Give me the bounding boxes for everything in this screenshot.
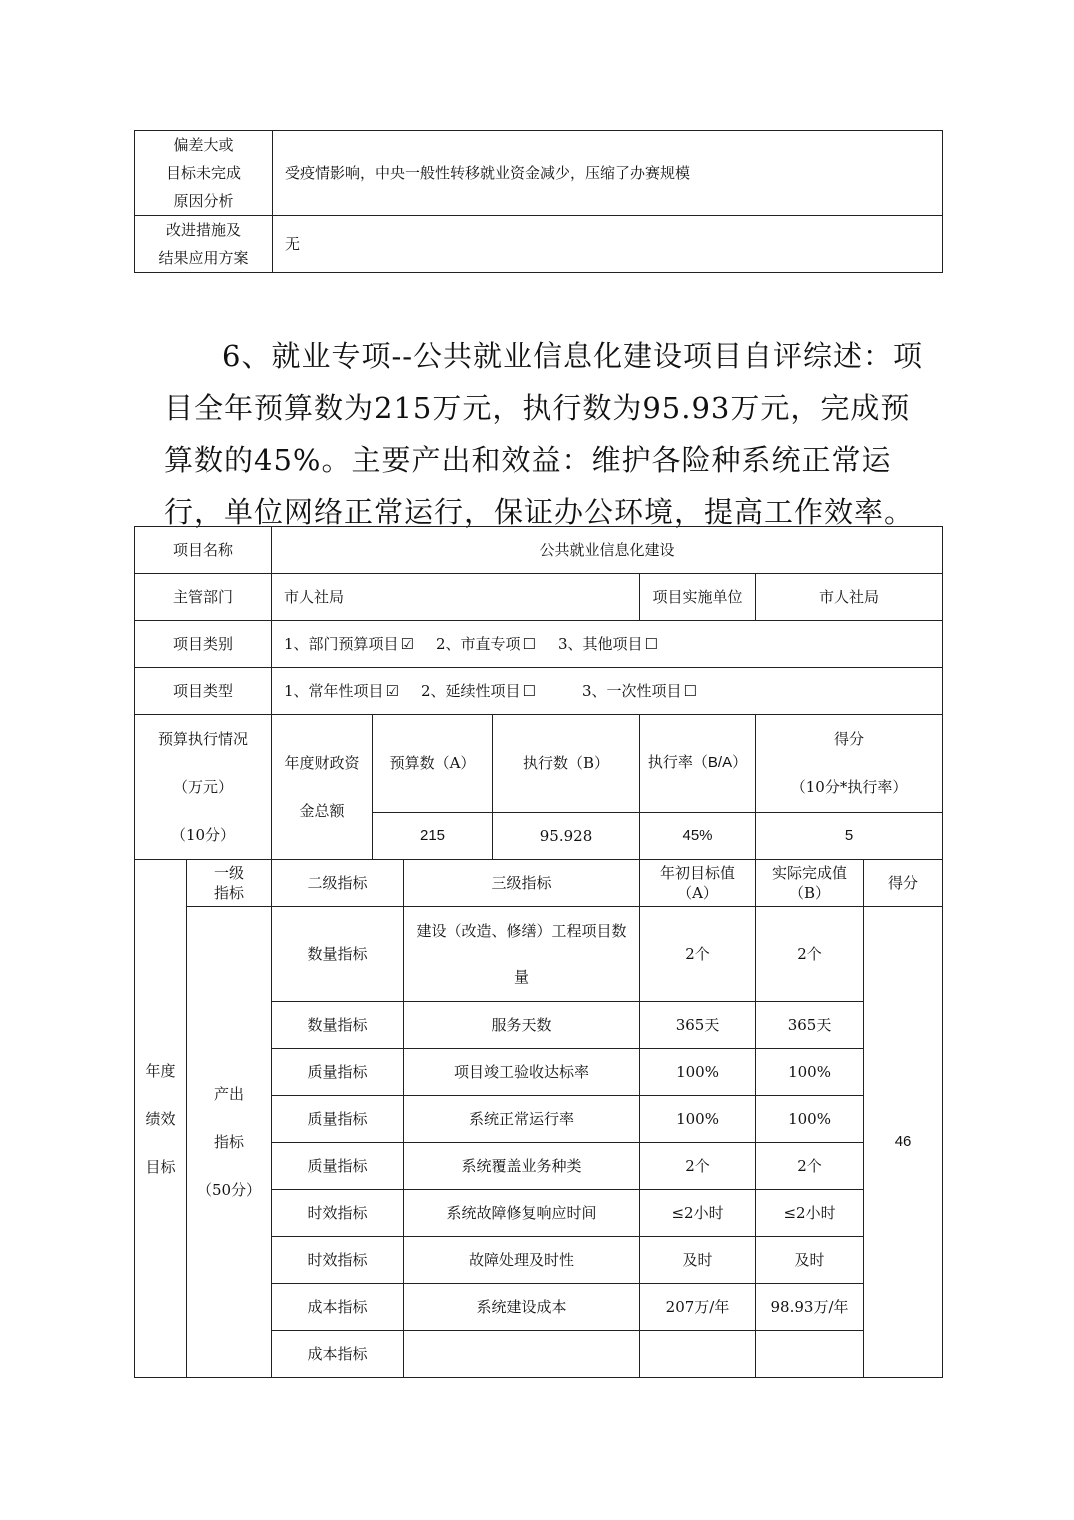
category-row: [135, 621, 943, 668]
type-option: 3、一次性项目: [582, 682, 682, 700]
category-option: 3、其他项目: [558, 635, 643, 653]
level2-cell: 质量指标: [272, 1049, 404, 1096]
department-row: [135, 574, 943, 621]
checkbox-icon[interactable]: ☐: [522, 682, 537, 700]
actual-cell: 2个: [756, 907, 864, 1002]
project-name-label: 项目名称: [135, 527, 272, 574]
label-line: 结果应用方案: [158, 249, 249, 267]
checkbox-icon[interactable]: ☐: [644, 635, 659, 653]
type-label: 项目类型: [135, 668, 272, 715]
actual-cell: 100%: [756, 1096, 864, 1143]
project-evaluation-table: [134, 526, 943, 1378]
category-options: [272, 621, 943, 668]
actual-cell: [756, 1331, 864, 1378]
level3-cell: 建设（改造、修缮）工程项目数量: [404, 907, 640, 1002]
label-line: （B）: [789, 884, 831, 902]
impl-unit-value: 市人社局: [756, 574, 943, 621]
indicator-row: [135, 907, 943, 1002]
annual-perf-label: [135, 860, 187, 1378]
label-line: 指标: [214, 884, 245, 902]
label-line: （万元）: [173, 778, 234, 796]
level2-cell: 成本指标: [272, 1331, 404, 1378]
level3-cell: 系统建设成本: [404, 1284, 640, 1331]
impl-unit-label: 项目实施单位: [640, 574, 756, 621]
label-line: 目标未完成: [165, 164, 241, 182]
level3-cell: 系统覆盖业务种类: [404, 1143, 640, 1190]
category-label: 项目类别: [135, 621, 272, 668]
label-line: （10分）: [170, 826, 236, 844]
level2-cell: 时效指标: [272, 1190, 404, 1237]
label-line: 年初目标值: [660, 864, 736, 882]
level3-cell: [404, 1331, 640, 1378]
level2-cell: 数量指标: [272, 907, 404, 1002]
level2-cell: 成本指标: [272, 1284, 404, 1331]
actual-cell: ≤2小时: [756, 1190, 864, 1237]
target-cell: ≤2小时: [640, 1190, 756, 1237]
type-option: 1、常年性项目: [284, 682, 384, 700]
checked-box-icon[interactable]: ☑: [400, 635, 415, 653]
score-label: 得分: [834, 730, 865, 749]
label-line: 改进措施及: [165, 221, 241, 239]
target-cell: 及时: [640, 1237, 756, 1284]
rate-value: 45%: [640, 812, 756, 859]
label-line: 产出: [214, 1085, 245, 1103]
budget-score-label: [756, 715, 943, 813]
level3-cell: 故障处理及时性: [404, 1237, 640, 1284]
actual-cell: 100%: [756, 1049, 864, 1096]
label-line: 绩效: [145, 1109, 176, 1128]
target-cell: 100%: [640, 1049, 756, 1096]
department-value: 市人社局: [272, 574, 640, 621]
label-line: （50分）: [196, 1181, 262, 1199]
type-option: 2、延续性项目: [421, 682, 521, 700]
rate-label: 执行率（B/A）: [640, 715, 756, 813]
label-line: 年度: [145, 1061, 176, 1080]
department-label: 主管部门: [135, 574, 272, 621]
actual-cell: 2个: [756, 1143, 864, 1190]
project-name-value: 公共就业信息化建设: [272, 527, 943, 574]
label-line: 金总额: [299, 802, 345, 820]
output-score-value: 46: [864, 907, 943, 1378]
category-option: 2、市直专项: [436, 635, 521, 653]
level3-cell: 系统故障修复响应时间: [404, 1190, 640, 1237]
deviation-row: [135, 131, 943, 216]
actual-cell: 365天: [756, 1002, 864, 1049]
level3-header: 三级指标: [404, 860, 640, 907]
level2-header: 二级指标: [272, 860, 404, 907]
label-line: （A）: [677, 884, 718, 902]
target-cell: 365天: [640, 1002, 756, 1049]
label-line: 原因分析: [173, 192, 234, 210]
level1-header: [187, 860, 272, 907]
exec-b-label: 执行数（B）: [493, 715, 640, 813]
budget-header-row: [135, 715, 943, 813]
deviation-value: 受疫情影响，中央一般性转移就业资金减少，压缩了办赛规模: [273, 131, 943, 216]
level2-cell: 质量指标: [272, 1096, 404, 1143]
level2-cell: 时效指标: [272, 1237, 404, 1284]
label-line: 指标: [214, 1133, 245, 1151]
actual-header: [756, 860, 864, 907]
annual-funds-label: [272, 715, 373, 860]
target-cell: 100%: [640, 1096, 756, 1143]
label-line: 一级: [214, 864, 245, 882]
perf-header-row: [135, 860, 943, 907]
checked-box-icon[interactable]: ☑: [385, 682, 400, 700]
level3-cell: 项目竣工验收达标率: [404, 1049, 640, 1096]
type-options: [272, 668, 943, 715]
budget-score-value: 5: [756, 812, 943, 859]
budget-a-value: 215: [373, 812, 493, 859]
label-line: 偏差大或: [173, 136, 234, 154]
checkbox-icon[interactable]: ☐: [683, 682, 698, 700]
label-line: 年度财政资: [284, 754, 360, 772]
actual-cell: 及时: [756, 1237, 864, 1284]
score-formula: （10分*执行率）: [790, 778, 908, 797]
type-row: [135, 668, 943, 715]
level3-cell: 系统正常运行率: [404, 1096, 640, 1143]
output-indicator-label: [187, 907, 272, 1378]
target-header: [640, 860, 756, 907]
improvement-value: 无: [273, 216, 943, 273]
actual-cell: 98.93万/年: [756, 1284, 864, 1331]
deviation-table: [134, 130, 943, 273]
project-summary-paragraph: 6、就业专项--公共就业信息化建设项目自评综述：项目全年预算数为215万元，执行数为95.93万元，完成预算数的45%。主要产出和效益：维护各险种系统正常运行，单位网络正常运行，保证办公环境，提高工作效率。: [164, 339, 924, 529]
project-name-row: [135, 527, 943, 574]
exec-b-value: 95.928: [493, 812, 640, 859]
improvement-label: [135, 216, 273, 273]
category-option: 1、部门预算项目: [284, 635, 399, 653]
target-cell: 207万/年: [640, 1284, 756, 1331]
label-line: 目标: [145, 1157, 176, 1176]
budget-label: [135, 715, 272, 860]
score-header: 得分: [864, 860, 943, 907]
target-cell: 2个: [640, 1143, 756, 1190]
level2-cell: 质量指标: [272, 1143, 404, 1190]
improvement-row: [135, 216, 943, 273]
level2-cell: 数量指标: [272, 1002, 404, 1049]
deviation-label: [135, 131, 273, 216]
budget-a-label: 预算数（A）: [373, 715, 493, 813]
target-cell: 2个: [640, 907, 756, 1002]
checkbox-icon[interactable]: ☐: [522, 635, 537, 653]
target-cell: [640, 1331, 756, 1378]
level3-cell: 服务天数: [404, 1002, 640, 1049]
label-line: 预算执行情况: [158, 730, 249, 748]
label-line: 实际完成值: [772, 864, 848, 882]
